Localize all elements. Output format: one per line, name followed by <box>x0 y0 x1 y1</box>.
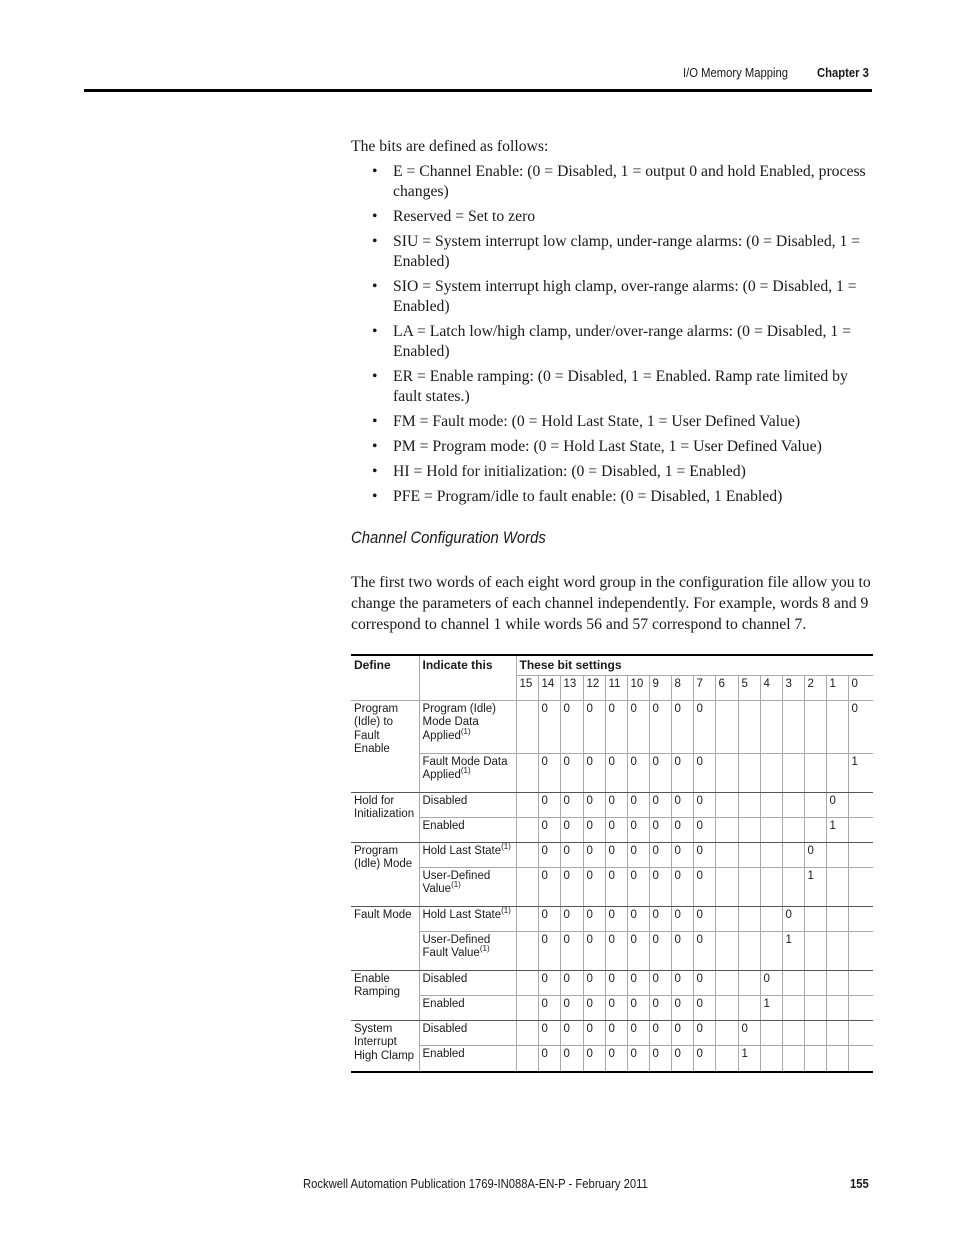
bit-cell: 0 <box>649 700 671 753</box>
bit-cell: 0 <box>671 970 693 995</box>
bit-cell: 1 <box>738 1045 760 1072</box>
bit-cell <box>826 1020 848 1045</box>
bit-cell: 0 <box>583 842 605 867</box>
bit-cell <box>715 817 738 842</box>
indicate-text: Enabled <box>422 997 465 1010</box>
bit-cell: 0 <box>583 1020 605 1045</box>
indicate-text: Fault Mode Data Applied <box>422 755 508 781</box>
bit-cell: 0 <box>583 906 605 931</box>
bit-cell <box>738 700 760 753</box>
bit-cell: 0 <box>627 1020 649 1045</box>
section-subheading: Channel Configuration Words <box>351 529 546 547</box>
bit-cell <box>738 970 760 995</box>
bit-cell: 0 <box>605 700 627 753</box>
bit-cell <box>804 753 826 792</box>
bit-cell <box>826 700 848 753</box>
footer-publication: Rockwell Automation Publication 1769-IN088A-EN-P - February 2011 <box>303 1177 648 1191</box>
bit-cell <box>826 753 848 792</box>
indicate-text: Enabled <box>422 819 465 832</box>
bit-cell: 1 <box>760 995 782 1020</box>
bit-cell: 0 <box>583 970 605 995</box>
bit-cell: 0 <box>538 817 560 842</box>
bit-cell <box>848 817 873 842</box>
bit-cell <box>715 700 738 753</box>
indicate-cell <box>419 970 516 995</box>
bit-cell: 0 <box>627 700 649 753</box>
bit-cell <box>760 817 782 842</box>
table-header-row <box>351 655 873 675</box>
footnote-mark: (1) <box>479 944 490 954</box>
bit-number: 3 <box>782 675 804 700</box>
bit-cell: 1 <box>804 867 826 906</box>
bit-cell <box>516 753 538 792</box>
bit-cell <box>715 931 738 970</box>
bit-cell <box>848 995 873 1020</box>
define-cell: Fault Mode <box>351 906 419 970</box>
indicate-text: Program (Idle) Mode Data Applied <box>422 702 496 742</box>
bit-cell <box>804 700 826 753</box>
bit-cell: 0 <box>627 970 649 995</box>
bit-cell: 0 <box>627 931 649 970</box>
bit-cell: 0 <box>538 700 560 753</box>
indicate-cell <box>419 817 516 842</box>
list-item: • SIU = System interrupt low clamp, under-range alarms: (0 = Disabled, 1 = Enabled) <box>372 232 872 272</box>
table-row <box>351 1020 873 1045</box>
page-number: 155 <box>850 1177 869 1191</box>
bit-cell: 0 <box>804 842 826 867</box>
indicate-cell <box>419 1045 516 1072</box>
bit-cell <box>782 792 804 817</box>
bit-cell: 0 <box>560 931 583 970</box>
bit-cell <box>738 842 760 867</box>
body-paragraph: The first two words of each eight word group in the configuration file allow you to change the parameters of each channel independently. For example, words 8 and 9 correspond to channel 1 while words 56 and 57 correspond to channel 7. <box>351 574 871 633</box>
bit-cell <box>760 1020 782 1045</box>
footnote-mark: (1) <box>460 766 471 776</box>
bit-cell: 0 <box>560 700 583 753</box>
bit-number: 9 <box>649 675 671 700</box>
bit-cell <box>516 1045 538 1072</box>
define-cell: Program (Idle) to Fault Enable <box>351 700 419 792</box>
bit-cell <box>782 1045 804 1072</box>
bit-cell: 0 <box>538 906 560 931</box>
bit-cell: 0 <box>671 1045 693 1072</box>
bit-cell <box>848 792 873 817</box>
bit-cell <box>826 867 848 906</box>
table-row <box>351 906 873 931</box>
bit-cell: 0 <box>560 867 583 906</box>
table-row <box>351 792 873 817</box>
bit-cell <box>516 842 538 867</box>
bit-cell: 0 <box>627 906 649 931</box>
bit-cell <box>516 792 538 817</box>
bit-cell: 0 <box>560 753 583 792</box>
bit-cell: 0 <box>605 867 627 906</box>
bit-cell <box>782 970 804 995</box>
indicate-text: Hold Last State <box>422 844 502 857</box>
list-item: • PFE = Program/idle to fault enable: (0 = Disabled, 1 Enabled) <box>372 487 872 507</box>
bit-cell: 0 <box>560 792 583 817</box>
footnote-mark: (1) <box>451 880 461 890</box>
bit-number: 13 <box>560 675 583 700</box>
define-cell: Program (Idle) Mode <box>351 842 419 906</box>
bit-cell <box>782 753 804 792</box>
bit-cell: 0 <box>671 906 693 931</box>
bit-cell: 1 <box>782 931 804 970</box>
table-row <box>351 700 873 753</box>
bit-cell <box>738 817 760 842</box>
bit-cell <box>826 995 848 1020</box>
bit-cell: 0 <box>605 1045 627 1072</box>
bit-number: 2 <box>804 675 826 700</box>
bit-number: 11 <box>605 675 627 700</box>
list-item: • PM = Program mode: (0 = Hold Last State, 1 = User Defined Value) <box>372 437 872 457</box>
bit-cell <box>782 842 804 867</box>
indicate-cell <box>419 867 516 906</box>
bit-cell <box>782 817 804 842</box>
bit-cell: 1 <box>848 753 873 792</box>
bit-cell <box>715 1045 738 1072</box>
bit-cell <box>804 970 826 995</box>
bit-cell: 0 <box>627 753 649 792</box>
indicate-cell <box>419 792 516 817</box>
bit-cell: 0 <box>627 817 649 842</box>
bit-cell: 0 <box>760 970 782 995</box>
bit-cell <box>848 842 873 867</box>
indicate-cell <box>419 931 516 970</box>
bit-number: 7 <box>693 675 715 700</box>
bit-cell <box>760 842 782 867</box>
bit-cell <box>782 700 804 753</box>
bit-cell: 0 <box>538 792 560 817</box>
table-row <box>351 753 873 792</box>
table-row <box>351 931 873 970</box>
bit-cell <box>804 906 826 931</box>
bit-cell: 0 <box>649 867 671 906</box>
bit-cell: 0 <box>649 753 671 792</box>
bit-cell: 0 <box>538 842 560 867</box>
bit-cell: 0 <box>583 792 605 817</box>
bit-number: 10 <box>627 675 649 700</box>
bit-cell <box>760 753 782 792</box>
list-item: • ER = Enable ramping: (0 = Disabled, 1 = Enabled. Ramp rate limited by fault states.) <box>372 367 872 407</box>
bit-cell: 0 <box>583 817 605 842</box>
bit-cell: 0 <box>649 995 671 1020</box>
bit-cell <box>516 995 538 1020</box>
bit-cell <box>516 931 538 970</box>
bit-cell: 0 <box>627 792 649 817</box>
bit-definitions-list <box>372 162 872 512</box>
list-item: • FM = Fault mode: (0 = Hold Last State, 1 = User Defined Value) <box>372 412 872 432</box>
bit-cell: 0 <box>605 1020 627 1045</box>
bit-cell: 0 <box>671 1020 693 1045</box>
bit-cell: 0 <box>627 842 649 867</box>
bit-cell <box>782 1020 804 1045</box>
indicate-cell <box>419 1020 516 1045</box>
bit-cell: 0 <box>605 931 627 970</box>
bit-number: 15 <box>516 675 538 700</box>
bit-cell: 0 <box>693 842 715 867</box>
bit-cell: 0 <box>649 906 671 931</box>
bit-cell <box>782 995 804 1020</box>
header-define: Define <box>351 655 419 700</box>
bit-cell: 0 <box>538 753 560 792</box>
intro-text: The bits are defined as follows: <box>351 138 549 155</box>
bit-cell <box>804 792 826 817</box>
bit-cell: 0 <box>583 700 605 753</box>
bit-cell: 0 <box>627 867 649 906</box>
bit-cell: 1 <box>826 817 848 842</box>
bit-cell: 0 <box>560 1045 583 1072</box>
bit-cell <box>760 700 782 753</box>
bit-cell <box>516 906 538 931</box>
indicate-text: Disabled <box>422 1022 468 1035</box>
bit-cell <box>738 867 760 906</box>
bit-number: 14 <box>538 675 560 700</box>
bit-cell: 0 <box>671 842 693 867</box>
bit-cell <box>760 867 782 906</box>
list-item: • Reserved = Set to zero <box>372 207 872 227</box>
table-row <box>351 970 873 995</box>
bit-cell: 0 <box>605 842 627 867</box>
bit-cell <box>715 792 738 817</box>
bit-cell: 0 <box>538 1045 560 1072</box>
bit-cell: 0 <box>583 995 605 1020</box>
indicate-text: Disabled <box>422 794 468 807</box>
bit-cell: 0 <box>627 1045 649 1072</box>
bit-cell: 0 <box>538 970 560 995</box>
bit-cell <box>516 700 538 753</box>
channel-config-table <box>351 654 873 1073</box>
bit-cell: 0 <box>583 931 605 970</box>
bit-cell <box>516 817 538 842</box>
bit-cell <box>848 1045 873 1072</box>
bit-cell: 0 <box>693 867 715 906</box>
bit-cell: 0 <box>782 906 804 931</box>
bit-cell <box>760 906 782 931</box>
header-indicate: Indicate this <box>419 655 516 700</box>
bit-cell: 0 <box>649 792 671 817</box>
bit-cell: 0 <box>560 995 583 1020</box>
bit-cell <box>738 792 760 817</box>
running-header-chapter: Chapter 3 <box>817 66 869 80</box>
bit-cell: 0 <box>538 1020 560 1045</box>
header-bits: These bit settings <box>516 655 873 675</box>
define-cell: System Interrupt High Clamp <box>351 1020 419 1072</box>
bit-number: 8 <box>671 675 693 700</box>
bit-number: 0 <box>848 675 873 700</box>
bit-cell: 0 <box>649 970 671 995</box>
indicate-cell <box>419 842 516 867</box>
bit-cell: 0 <box>693 700 715 753</box>
indicate-text: User-Defined Fault Value <box>422 933 491 959</box>
bit-cell: 0 <box>649 931 671 970</box>
bit-cell: 0 <box>605 970 627 995</box>
bit-cell: 0 <box>693 817 715 842</box>
bit-cell <box>804 1045 826 1072</box>
footnote-mark: (1) <box>501 842 511 851</box>
list-item: • LA = Latch low/high clamp, under/over-range alarms: (0 = Disabled, 1 = Enabled) <box>372 322 872 362</box>
bit-cell: 0 <box>693 995 715 1020</box>
bit-cell <box>760 1045 782 1072</box>
bit-number: 4 <box>760 675 782 700</box>
bit-cell <box>848 906 873 931</box>
indicate-cell <box>419 753 516 792</box>
bit-cell <box>516 1020 538 1045</box>
bit-cell: 0 <box>693 1020 715 1045</box>
bit-cell <box>760 931 782 970</box>
bit-cell <box>715 995 738 1020</box>
bit-cell <box>738 995 760 1020</box>
table-row <box>351 1045 873 1072</box>
table-row <box>351 842 873 867</box>
bit-cell <box>738 931 760 970</box>
bit-cell: 0 <box>583 867 605 906</box>
bit-cell <box>826 970 848 995</box>
bit-cell <box>738 906 760 931</box>
indicate-text: Disabled <box>422 972 468 985</box>
bit-number: 5 <box>738 675 760 700</box>
header-rule <box>84 89 872 92</box>
bit-cell <box>715 906 738 931</box>
bit-cell <box>516 867 538 906</box>
bit-cell: 0 <box>671 817 693 842</box>
bit-cell <box>715 753 738 792</box>
bit-cell <box>826 842 848 867</box>
bit-cell <box>804 995 826 1020</box>
bit-cell: 0 <box>693 792 715 817</box>
bit-cell: 0 <box>826 792 848 817</box>
bit-cell <box>715 842 738 867</box>
bit-cell: 0 <box>605 995 627 1020</box>
bit-cell: 0 <box>671 931 693 970</box>
bit-cell <box>804 931 826 970</box>
list-item: • E = Channel Enable: (0 = Disabled, 1 = output 0 and hold Enabled, process changes) <box>372 162 872 202</box>
bit-cell: 0 <box>538 867 560 906</box>
bit-cell: 0 <box>671 995 693 1020</box>
bit-cell: 0 <box>693 906 715 931</box>
bit-cell <box>826 1045 848 1072</box>
bit-cell <box>715 1020 738 1045</box>
define-cell: Hold for Initialization <box>351 792 419 842</box>
bit-cell: 0 <box>671 700 693 753</box>
bit-cell: 0 <box>605 817 627 842</box>
list-item: • SIO = System interrupt high clamp, over-range alarms: (0 = Disabled, 1 = Enabled) <box>372 277 872 317</box>
bit-number: 6 <box>715 675 738 700</box>
bit-cell: 0 <box>583 753 605 792</box>
bit-number: 1 <box>826 675 848 700</box>
bit-cell: 0 <box>693 970 715 995</box>
bit-cell: 0 <box>693 753 715 792</box>
bit-cell <box>848 931 873 970</box>
bit-cell: 0 <box>538 931 560 970</box>
indicate-cell <box>419 700 516 753</box>
bit-cell: 0 <box>848 700 873 753</box>
table-row <box>351 817 873 842</box>
bit-cell: 0 <box>560 842 583 867</box>
bit-cell: 0 <box>560 1020 583 1045</box>
running-header-section: I/O Memory Mapping <box>683 66 789 80</box>
bit-cell <box>848 867 873 906</box>
bit-cell: 0 <box>560 970 583 995</box>
bit-cell: 0 <box>605 792 627 817</box>
bit-cell <box>804 1020 826 1045</box>
table-row <box>351 867 873 906</box>
bit-cell: 0 <box>738 1020 760 1045</box>
bit-number: 12 <box>583 675 605 700</box>
indicate-cell <box>419 906 516 931</box>
bit-cell: 0 <box>560 906 583 931</box>
list-item: • HI = Hold for initialization: (0 = Disabled, 1 = Enabled) <box>372 462 872 482</box>
bit-cell: 0 <box>649 842 671 867</box>
bit-cell <box>804 817 826 842</box>
bit-cell <box>848 970 873 995</box>
footnote-mark: (1) <box>460 726 471 736</box>
bit-cell: 0 <box>693 931 715 970</box>
bit-cell: 0 <box>583 1045 605 1072</box>
define-cell: Enable Ramping <box>351 970 419 1020</box>
bit-cell: 0 <box>649 817 671 842</box>
bit-cell: 0 <box>649 1045 671 1072</box>
table-row <box>351 995 873 1020</box>
bit-cell: 0 <box>560 817 583 842</box>
bit-cell: 0 <box>627 995 649 1020</box>
footnote-mark: (1) <box>501 906 511 915</box>
bit-cell: 0 <box>649 1020 671 1045</box>
bit-cell: 0 <box>538 995 560 1020</box>
indicate-cell <box>419 995 516 1020</box>
bit-cell: 0 <box>671 792 693 817</box>
bit-cell <box>782 867 804 906</box>
indicate-text: Enabled <box>422 1047 465 1060</box>
bit-cell <box>760 792 782 817</box>
bit-cell: 0 <box>605 753 627 792</box>
bit-cell <box>738 753 760 792</box>
bit-cell <box>848 1020 873 1045</box>
bit-cell: 0 <box>671 867 693 906</box>
indicate-text: Hold Last State <box>422 908 502 921</box>
bit-cell <box>715 867 738 906</box>
bit-cell <box>715 970 738 995</box>
bit-cell: 0 <box>693 1045 715 1072</box>
indicate-text: User-Defined Value <box>422 869 491 895</box>
bit-cell <box>826 906 848 931</box>
bit-cell: 0 <box>671 753 693 792</box>
bit-cell <box>826 931 848 970</box>
bit-cell <box>516 970 538 995</box>
bit-cell: 0 <box>605 906 627 931</box>
